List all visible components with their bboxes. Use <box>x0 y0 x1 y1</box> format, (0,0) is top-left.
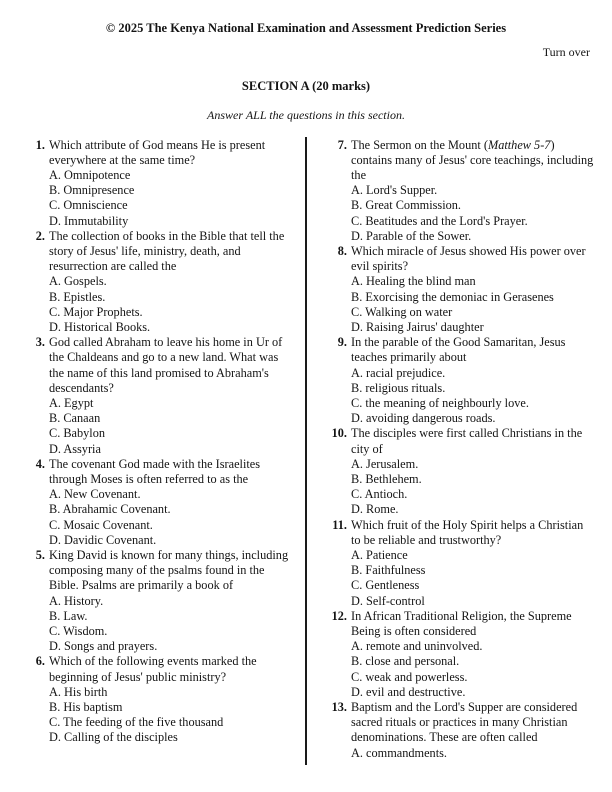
question-body <box>49 457 293 548</box>
question-option: B. Faithfulness <box>351 563 426 578</box>
question-text-segment: Which fruit of the Holy Spirit helps a Christian to be reliable and trustworthy? <box>351 517 584 547</box>
question-body <box>49 548 293 654</box>
question-number: 1. <box>35 137 45 152</box>
question-option: B. close and personal. <box>351 654 460 669</box>
question-body <box>351 244 594 335</box>
question-item <box>29 548 293 654</box>
question-option: C. Omniscience <box>49 198 128 213</box>
question-option: D. Immutability <box>49 213 129 228</box>
question-text-segment: Which of the following events marked the beginning of Jesus' public ministry? <box>49 654 257 684</box>
question-text <box>49 654 293 684</box>
question-number: 12. <box>331 608 347 623</box>
question-body <box>351 609 594 700</box>
question-option: C. Walking on water <box>351 304 453 319</box>
question-item <box>29 335 293 457</box>
question-number: 11. <box>332 517 347 532</box>
section-instruction: Answer ALL the questions in this section. <box>207 108 405 122</box>
question-number: 10. <box>331 426 347 441</box>
question-number: 7. <box>337 137 347 152</box>
question-body <box>49 229 293 335</box>
question-text <box>351 518 594 548</box>
question-body <box>351 700 594 761</box>
question-text <box>49 457 293 487</box>
question-option: D. avoiding dangerous roads. <box>351 411 496 426</box>
question-item <box>325 700 594 761</box>
question-item <box>325 335 594 426</box>
question-text-segment: In African Traditional Religion, the Supreme Being is often considered <box>351 608 572 638</box>
question-text-segment: The covenant God made with the Israelites through Moses is often referred to as the <box>49 456 261 486</box>
question-option: D. Davidic Covenant. <box>49 532 157 547</box>
question-body <box>49 138 293 229</box>
question-text-segment: Which miracle of Jesus showed His power over evil spirits? <box>351 243 586 274</box>
question-number: 8. <box>337 243 347 258</box>
question-option: C. Babylon <box>49 426 106 441</box>
question-option: A. remote and uninvolved. <box>351 639 483 654</box>
question-option: A. Jerusalem. <box>351 456 419 471</box>
question-text <box>49 138 293 168</box>
question-option: A. Gospels. <box>49 274 107 289</box>
question-option: A. racial prejudice. <box>351 365 446 380</box>
question-body <box>351 426 594 517</box>
question-text <box>351 335 594 365</box>
question-option: D. Parable of the Sower. <box>351 228 472 243</box>
question-item <box>325 138 594 244</box>
question-text <box>351 138 594 184</box>
question-item <box>325 244 594 335</box>
question-option: B. Omnipresence <box>49 183 135 198</box>
question-text-segment: The Sermon on the Mount ( <box>351 137 488 152</box>
question-body <box>49 335 293 457</box>
question-text <box>351 700 594 746</box>
question-option: B. Exorcising the demoniac in Gerasenes <box>351 289 554 304</box>
question-item <box>29 229 293 335</box>
question-number: 3. <box>35 335 45 350</box>
section-title: SECTION A (20 marks) <box>241 79 371 93</box>
question-text-segment: The collection of books in the Bible that tell the story of Jesus' life, ministry, death, and resurrection are called the <box>49 228 285 274</box>
question-text <box>49 548 293 594</box>
question-option: D. Songs and prayers. <box>49 639 158 654</box>
question-option: C. Mosaic Covenant. <box>49 517 153 532</box>
question-option: A. commandments. <box>351 745 447 760</box>
questions-column-left <box>29 138 293 746</box>
question-option: B. Canaan <box>49 411 101 426</box>
question-item <box>325 609 594 700</box>
question-text-segment: God called Abraham to leave his home in Ur of the Chaldeans and go to a new land. What was the name of this land promised to Abraham's descendants? <box>49 335 283 395</box>
question-text-segment: Which attribute of God means He is present everywhere at the same time? <box>49 137 266 167</box>
question-option: D. Rome. <box>351 502 399 517</box>
question-text-segment: ) contains many of Jesus' core teachings, including the <box>351 137 594 182</box>
question-option: B. Law. <box>49 608 88 623</box>
question-option: C. weak and powerless. <box>351 669 468 684</box>
question-body <box>351 335 594 426</box>
question-text-segment: In the parable of the Good Samaritan, Jesus teaches primarily about <box>351 335 566 365</box>
question-number: 13. <box>331 700 347 715</box>
question-body <box>351 518 594 609</box>
question-number: 4. <box>35 456 45 471</box>
question-option: B. His baptism <box>49 700 123 715</box>
question-option: A. Lord's Supper. <box>351 183 438 198</box>
question-option: A. History. <box>49 593 104 608</box>
copyright-header: © 2025 The Kenya National Examination and Assessment Prediction Series <box>105 21 507 35</box>
column-divider <box>305 137 307 765</box>
question-option: B. Abrahamic Covenant. <box>49 502 171 517</box>
question-option: A. His birth <box>49 684 108 699</box>
question-option: A. Omnipotence <box>49 167 131 182</box>
question-option: D. Self-control <box>351 593 425 608</box>
question-text-segment: The disciples were first called Christians in the city of <box>351 426 583 456</box>
question-option: C. the meaning of neighbourly love. <box>351 395 529 410</box>
question-option: D. Assyria <box>49 441 101 456</box>
question-option: D. Raising Jairus' daughter <box>351 319 484 334</box>
question-item <box>29 138 293 229</box>
question-item <box>325 518 594 609</box>
question-number: 2. <box>35 228 45 243</box>
question-text <box>49 229 293 275</box>
turn-over-label: Turn over <box>542 45 590 59</box>
question-option: C. The feeding of the five thousand <box>49 715 224 730</box>
question-item <box>325 426 594 517</box>
question-option: B. Bethlehem. <box>351 471 422 486</box>
question-option: B. religious rituals. <box>351 380 446 395</box>
question-option: C. Gentleness <box>351 578 420 593</box>
question-number: 5. <box>35 547 45 562</box>
question-item <box>29 654 293 745</box>
question-text-segment: Baptism and the Lord's Supper are considered sacred rituals or practices in many Christian denominations. These are often called <box>351 700 578 745</box>
question-option: A. Egypt <box>49 395 94 410</box>
question-body <box>351 138 594 244</box>
question-option: A. Patience <box>351 547 408 562</box>
question-text-italic-segment: Matthew 5-7 <box>487 137 551 152</box>
question-text-segment: King David is known for many things, including composing many of the psalms found in the Bible. Psalms are primarily a book of <box>49 547 289 593</box>
question-option: B. Epistles. <box>49 289 106 304</box>
question-option: C. Antioch. <box>351 487 408 502</box>
question-option: A. Healing the blind man <box>351 274 476 289</box>
question-option: C. Wisdom. <box>49 624 108 638</box>
question-number: 9. <box>337 335 347 350</box>
question-option: D. Historical Books. <box>49 319 151 334</box>
question-text <box>351 244 594 274</box>
question-option: A. New Covenant. <box>49 487 141 502</box>
question-option: C. Major Prophets. <box>49 304 143 319</box>
question-option: D. Calling of the disciples <box>49 730 178 745</box>
question-text <box>351 609 594 639</box>
question-option: C. Beatitudes and the Lord's Prayer. <box>351 213 528 228</box>
question-number: 6. <box>35 654 45 669</box>
question-option: D. evil and destructive. <box>351 684 466 699</box>
question-option: B. Great Commission. <box>351 198 461 213</box>
question-text <box>351 426 594 456</box>
question-item <box>29 457 293 548</box>
questions-column-right <box>325 138 594 761</box>
question-body <box>49 654 293 745</box>
question-text <box>49 335 293 396</box>
